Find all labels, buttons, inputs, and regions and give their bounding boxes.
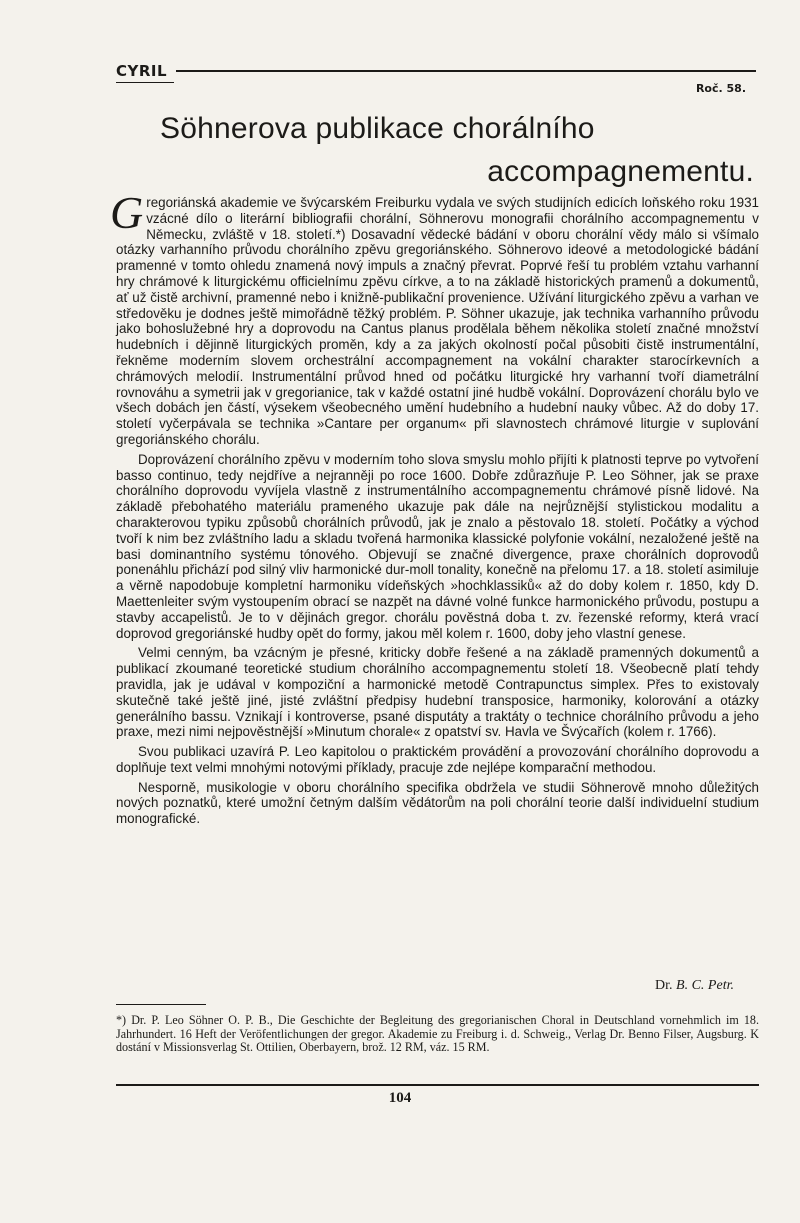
page-number: 104 (388, 1090, 412, 1106)
volume-year: Roč. 58. (695, 82, 746, 95)
signature-prefix: Dr. (655, 978, 673, 993)
journal-underline (116, 82, 174, 83)
paragraph-4: Svou publikaci uzavírá P. Leo kapitolou o praktickém provádění a provozování chorálního doprovodu a doplňuje text velmi mnohými notovými příklady, pracuje zde nejlépe komparační methodou. (116, 744, 759, 775)
paragraph-1 (110, 187, 759, 448)
drop-cap: G (110, 187, 144, 238)
header-rule (176, 70, 756, 72)
paragraph-2: Doprovázení chorálního zpěvu v moderním toho slova smyslu mohlo přijíti k platnosti teprve po vytvoření basso continuo, tedy nejdříve a nejranněji po roce 1600. Dobře zdůrazňuje P. Leo Söhner, jak se praxe chorálního doprovodu vyvíjela vlastně z instrumentálního accompagnementu chrámové písně lidové. Na základě přebohatého materiálu prameného ukazuje pak dále na nejrůznější stylistickou modalitu a charakterovou typiku způsobů chorálních průvodů, jak je znalo a pěstovalo 18. století. Počátky a východ tvoří k nim bez zvláštního ladu a skladu tvořená harmonika klassické polyfonie vokální, nezaložené ještě na basi dominantního systému tónového. Objevují se značné divergence, praxe chorálních doprovodů ponenáhlu přichází pod silný vliv harmonické dur-moll tonality, konečně na přelomu 17. a 18. století asimiluje a věrně napodobuje kompletní harmoniku vídeňských »hochklassiků« až do doby kolem r. 1850, kdy D. Maettenleiter svým vystoupením obrací se nazpět na dávné volné funkce harmonického průvodu, postupu a stavby accapelistů. Je to v dějinách gregor. chorálu pověstná doba t. zv. řezenské reformy, která vrací doprovod gregoriánské hudby opět do formy, jakou měl kolem r. 1600, doby jeho vlastní genese. (116, 451, 759, 641)
journal-name: CYRIL (116, 62, 168, 80)
footnote-rule (116, 1004, 206, 1005)
article-title-line2: accompagnementu. (487, 155, 754, 188)
paragraph-3: Velmi cenným, ba vzácným je přesné, kriticky dobře řešené a na základě pramenných dokumentů a publikací zkoumané teoretické studium chorálního accompagnementu století 18. Všeobecně platí tehdy pravidla, jak je udával v kompoziční a harmonické metodě Contrapunctus simplex. Přes to existovaly skutečně také ještě jiné, jisté zvláštní předpisy hudební transposice, harmoniky, kolorování a otázky generálního bassu. Vznikají i kontroverse, psané disputáty a traktáty o technice chorálního průvodu a jeho praxe, mezi nimi nejpověstnější »Minutum chorale« z opatství sv. Havla ve Švýcařích (kolem r. 1766). (116, 645, 759, 740)
article-title-line1: Söhnerova publikace chorálního (160, 112, 595, 145)
author-signature (655, 978, 734, 994)
signature-name: B. C. Petr. (676, 978, 734, 993)
article-body (110, 187, 759, 831)
footnote: *) Dr. P. Leo Söhner O. P. B., Die Geschichte der Begleitung des gregorianischen Choral in Deutschland vornehmlich im 18. Jahrhundert. 16 Heft der Veröfentlichungen der gregor. Akademie zu Freiburg i. d. Schweig., Verlag Dr. Benno Filser, Augsburg. K dostání v Missionsverlag St. Ottilien, Oberbayern, brož. 12 RM, váz. 15 RM. (116, 1013, 759, 1054)
running-header (116, 62, 756, 98)
paragraph-5: Nesporně, musikologie v oboru chorálního specifika obdržela ve studii Söhnerově mnoho důležitých nových poznatků, které umožní četným dalším vědátorům na poli chorální teorie další individuelní studium monografické. (116, 779, 759, 827)
footer-rule (116, 1084, 759, 1086)
paragraph-1-text: regoriánská akademie ve švýcarském Freiburku vydala ve svých studijních edicích loňského roku 1931 vzácné dílo o literární bibliografii chorální, Söhnerovu monografii chorálního accompagnementu v Německu, zvláště v 18. století.*) Dosavadní vědecké bádání v oboru chorální vědy málo si všímalo otázky varhanního průvodu chorálního zpěvu gregoriánského. Söhnerovo ideové a metodologické bádání pramenné v tomto ohledu znamená nový impuls a značný převrat. Poprvé řeší tu problém vztahu varhanní hry chrámové k liturgickému officielnímu zpěvu církve, a to na základě historických pramenů a dokumentů, ať už čistě archivní, pramenné nebo i knižně-publikační provenience. Užívání liturgického zpěvu a varhan ve středověku je dodnes ještě mimořádně těžký problém. P. Söhner ukazuje, jak technika varhanního průvodu jako bohoslužebné hry a doprovodu na Cantus planus prodělala během několika století značné množství hudebních i dějinně liturgických proměn, kdy a za jakých okolností počal působiti čistě instrumentální, řekněme moderním slovem orchestrální accompagnement na vokální charakter starocírkevních a chrámových melodií. Instrumentální průvod hned od počátku liturgické hry varhanní tvoří diametrální rovnováhu a symetrii jak v gregorianice, tak v každé ostatní jiné hudbě vokální. Doprovázení chorálu bylo ve všech dobách jen částí, výsekem všeobecného umění hudebního a hudební nauky vůbec. Až do doby 17. století vyčerpávala se technika »Cantare per organum« při slavnostech chrámové liturgie v suplování gregoriánského chorálu. (116, 195, 759, 447)
